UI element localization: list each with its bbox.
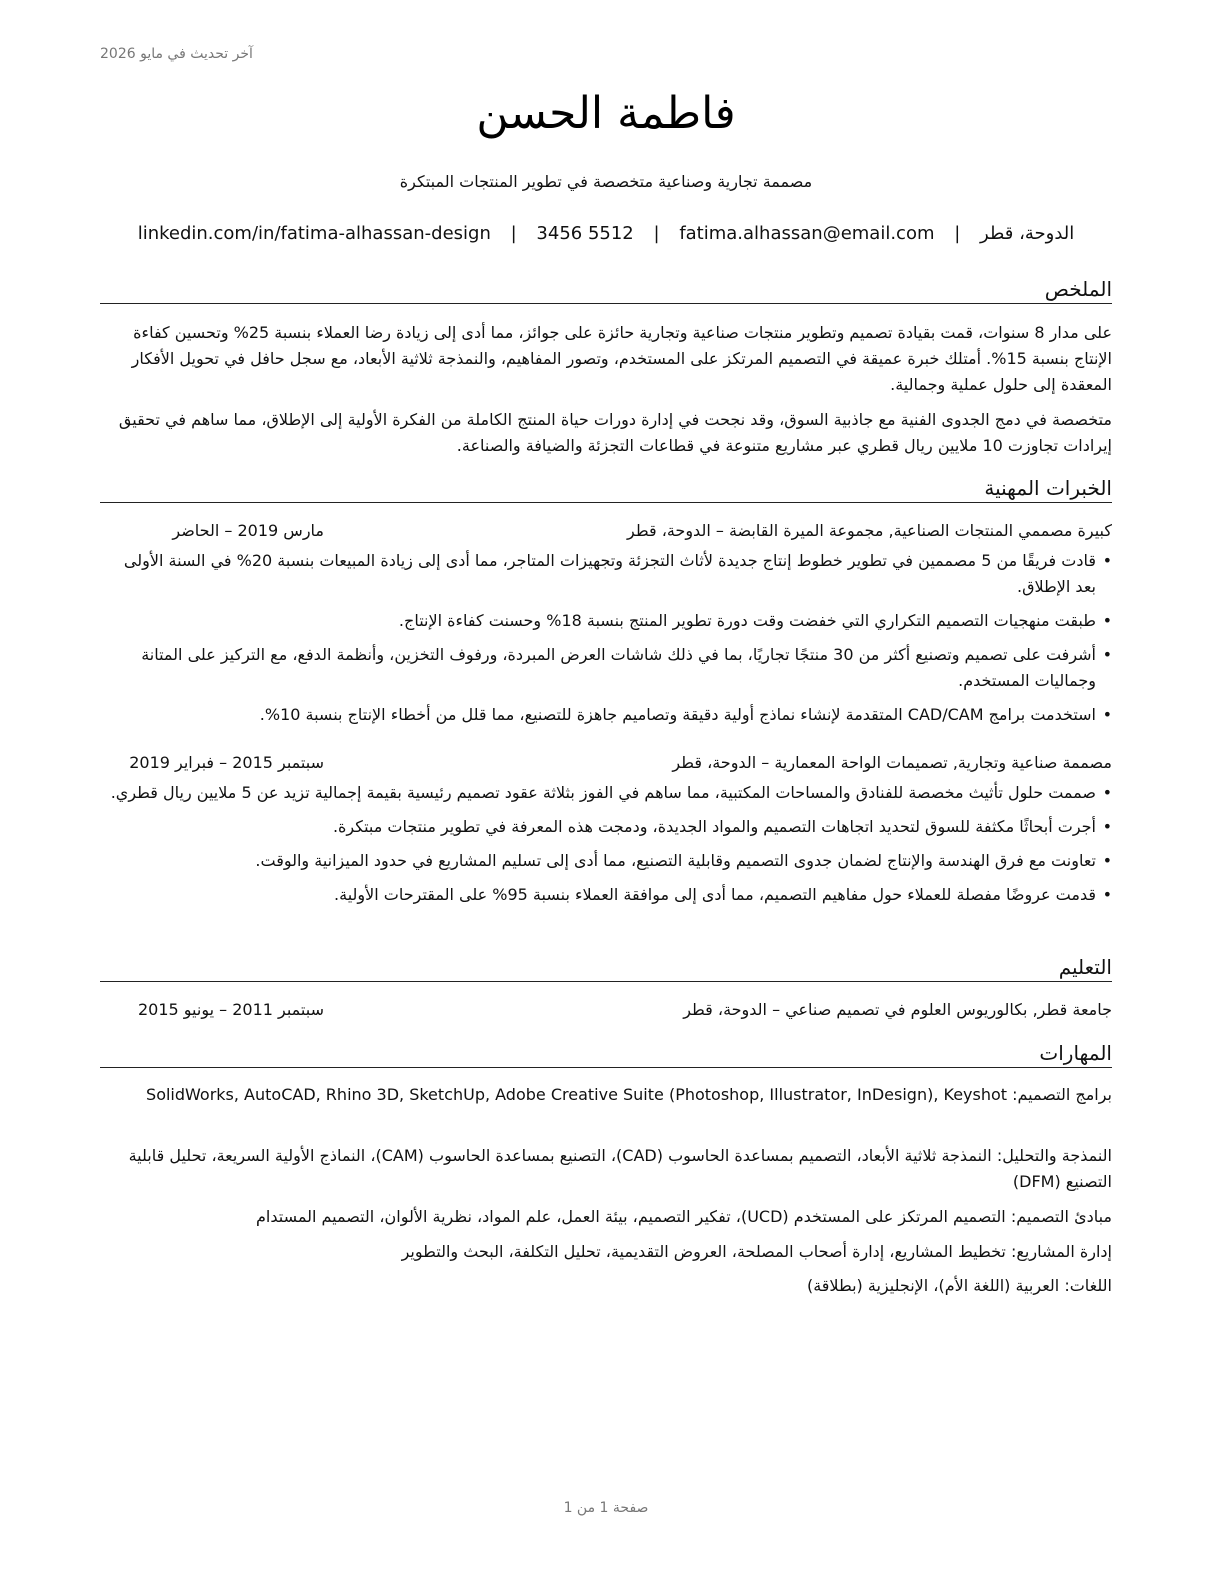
job-bullets [100, 780, 1112, 916]
education-dates: سبتمبر 2011 – يونيو 2015 [137, 1000, 324, 1019]
section-title-education: التعليم [100, 954, 1112, 982]
contact-phone[interactable]: 3456 5512 [536, 223, 634, 244]
skill-value: SolidWorks, AutoCAD, Rhino 3D, SketchUp, Adobe Creative Suite (Photoshop, Illustrator, InDesign), Keyshot [146, 1085, 1008, 1104]
job-header [100, 750, 1112, 776]
job-role: مصممة صناعية وتجارية, تصميمات الواحة المعمارية – الدوحة، قطر [672, 753, 1112, 772]
tagline: مصممة تجارية وصناعية متخصصة في تطوير المنتجات المبتكرة [399, 172, 813, 191]
job-role: كبيرة مصممي المنتجات الصناعية, مجموعة الميرة القابضة – الدوحة، قطر [627, 521, 1112, 540]
contact-location: الدوحة، قطر [980, 223, 1075, 244]
list-item: • طبقت منهجيات التصميم التكراري التي خفضت وقت دورة تطوير المنتج بنسبة 18% وحسنت كفاءة الإنتاج. [100, 608, 1112, 634]
skill-label: إدارة المشاريع: [1010, 1242, 1112, 1261]
job-dates: مارس 2019 – الحاضر [172, 521, 324, 540]
list-item: • قادت فريقًا من 5 مصممين في تطوير خطوط إنتاج جديدة لأثاث التجزئة وتجهيزات المتاجر، مما أدى إلى زيادة المبيعات بنسبة 20% في السنة الأولى بعد الإطلاق. [100, 548, 1112, 600]
skill-row [100, 1204, 1112, 1230]
skill-row [100, 1143, 1112, 1195]
job-bullets [100, 548, 1112, 736]
contact-linkedin[interactable]: linkedin.com/in/fatima-alhassan-design [137, 223, 491, 244]
page-number: صفحة 1 من 1 [563, 1500, 649, 1516]
skill-row [100, 1239, 1112, 1265]
skill-value: النمذجة ثلاثية الأبعاد، التصميم بمساعدة الحاسوب (CAD)، التصنيع بمساعدة الحاسوب (CAM)، النماذج الأولية السريعة، تحليل قابلية التصنيع (DFM) [128, 1146, 1112, 1191]
list-item: • تعاونت مع فرق الهندسة والإنتاج لضمان جدوى التصميم وقابلية التصنيع، مما أدى إلى تسليم المشاريع في حدود الميزانية والوقت. [100, 848, 1112, 874]
list-item: • استخدمت برامج CAD/CAM المتقدمة لإنشاء نماذج أولية دقيقة وتصاميم جاهزة للتصنيع، مما قلل من أخطاء الإنتاج بنسبة 10%. [100, 702, 1112, 728]
summary-paragraph-2: متخصصة في دمج الجدوى الفنية مع جاذبية السوق، وقد نجحت في إدارة دورات حياة المنتج الكاملة من الفكرة الأولية إلى الإطلاق، مما ساهم في تحقيق إيرادات تجاوزت 10 ملايين ريال قطري عبر مشاريع متنوعة في قطاعات التجزئة والضيافة والصناعة. [118, 410, 1112, 455]
skill-row [100, 1082, 1112, 1108]
education-entry [100, 997, 1112, 1023]
skill-value: العربية (اللغة الأم)، الإنجليزية (بطلاقة) [806, 1276, 1060, 1295]
contact-separator: | [510, 223, 517, 244]
contact-separator: | [653, 223, 660, 244]
skill-label: مبادئ التصميم: [1010, 1207, 1112, 1226]
job-header [100, 518, 1112, 544]
summary-paragraph-1: على مدار 8 سنوات، قمت بقيادة تصميم وتطوير منتجات صناعية وتجارية حائزة على جوائز، مما أدى إلى زيادة رضا العملاء بنسبة 25% وتحسين كفاءة الإنتاج بنسبة 15%. أمتلك خبرة عميقة في التصميم المرتكز على المستخدم، وتصور المفاهيم، والنمذجة ثلاثية الأبعاد، مع سجل حافل في تحويل الأفكار المعقدة إلى حلول عملية وجمالية. [131, 323, 1112, 394]
list-item: • أشرفت على تصميم وتصنيع أكثر من 30 منتجًا تجاريًا، بما في ذلك شاشات العرض المبردة، ورفوف التخزين، وأنظمة الدفع، مع التركيز على المتانة وجماليات المستخدم. [100, 642, 1112, 694]
last-updated: آخر تحديث في مايو 2026 [100, 46, 253, 62]
section-title-experience: الخبرات المهنية [100, 475, 1112, 503]
skill-label: النمذجة والتحليل: [996, 1146, 1112, 1165]
contact-email[interactable]: fatima.alhassan@email.com [679, 223, 935, 244]
resume-page [100, 0, 1112, 1584]
skill-value: التصميم المرتكز على المستخدم (UCD)، تفكير التصميم، بيئة العمل، علم المواد، نظرية الألوان، التصميم المستدام [255, 1207, 1006, 1226]
skill-label: اللغات: [1064, 1276, 1112, 1295]
list-item: • قدمت عروضًا مفصلة للعملاء حول مفاهيم التصميم، مما أدى إلى موافقة العملاء بنسبة 95% على المقترحات الأولية. [100, 882, 1112, 908]
section-title-skills: المهارات [100, 1040, 1112, 1068]
contact-line [100, 223, 1112, 244]
job-dates: سبتمبر 2015 – فبراير 2019 [129, 753, 324, 772]
education-degree: جامعة قطر, بكالوريوس العلوم في تصميم صناعي – الدوحة، قطر [683, 1000, 1112, 1019]
section-title-summary: الملخص [100, 276, 1112, 304]
skill-value: تخطيط المشاريع، إدارة أصحاب المصلحة، العروض التقديمية، تحليل التكلفة، البحث والتطوير [401, 1242, 1006, 1261]
skill-row [100, 1273, 1112, 1299]
candidate-name: فاطمة الحسن [476, 88, 736, 139]
list-item: • صممت حلول تأثيث مخصصة للفنادق والمساحات المكتبية، مما ساهم في الفوز بثلاثة عقود تصميم رئيسية بقيمة إجمالية تزيد عن 5 ملايين ريال قطري. [100, 780, 1112, 806]
contact-separator: | [954, 223, 961, 244]
skill-label: برامج التصميم: [1012, 1085, 1112, 1104]
list-item: • أجرت أبحاثًا مكثفة للسوق لتحديد اتجاهات التصميم والمواد الجديدة، ودمجت هذه المعرفة في تطوير منتجات مبتكرة. [100, 814, 1112, 840]
